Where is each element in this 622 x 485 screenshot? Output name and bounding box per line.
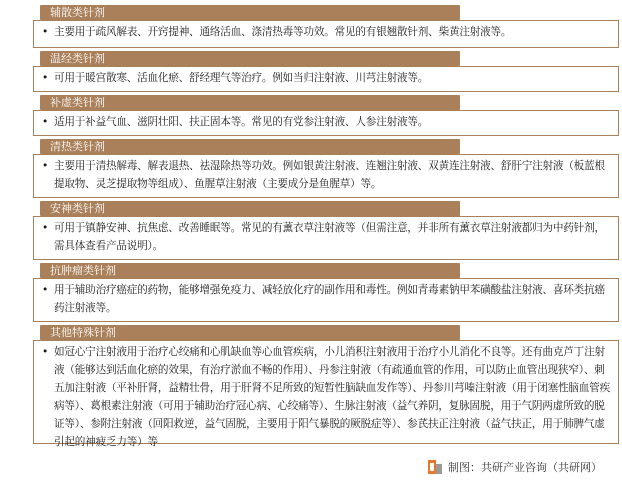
company-logo-icon	[428, 460, 442, 474]
section-title: 其他特殊针剂	[40, 325, 460, 340]
section-text: 主要用于疏风解表、开窍提神、通络活血、涤清热毒等功效。常见的有银翘散针剂、柴黄注射液等。	[54, 26, 512, 38]
section-body	[33, 278, 619, 322]
bullet-icon: •	[42, 284, 49, 296]
section-title: 温经类针剂	[40, 51, 460, 66]
section-title: 安神类针剂	[40, 201, 460, 216]
section-text: 可用于暖宫散寒、活血化瘀、舒经理气等治疗。例如当归注射液、川芎注射液等。	[54, 72, 429, 84]
source-text: 制图：共研产业咨询（共研网）	[448, 461, 602, 474]
bullet-icon: •	[42, 346, 49, 358]
bullet-icon: •	[42, 26, 49, 38]
section-title: 补虚类针剂	[40, 95, 460, 110]
section-body	[33, 20, 619, 48]
bullet-icon: •	[42, 222, 49, 234]
section-body	[33, 110, 619, 136]
bullet-icon: •	[42, 160, 49, 172]
section-text: 用于辅助治疗癌症的药物，能够增强免疫力、减轻放化疗的副作用和毒性。例如青毒素钠甲苯磺酸盐注射液、喜环类抗癌药注射液等。	[54, 284, 605, 314]
section-title: 清热类针剂	[40, 139, 460, 154]
bullet-icon: •	[42, 72, 49, 84]
section-body	[33, 66, 619, 92]
source-footer	[428, 459, 602, 475]
section-title: 抗肿瘤类针剂	[40, 263, 460, 278]
section-text: 如冠心宁注射液用于治疗心绞痛和心肌缺血等心血管疾病，小儿消积注射液用于治疗小儿消化不良等。还有曲克芦丁注射液（能够达到活血化瘀的效果，有治疗淤血不畅的作用）、丹参注射液（有疏通血管的作用，可以防止血管出现狭窄）、刺五加注射液（平补肝肾，益精壮骨，用于肝肾不足所致的短暂性脑缺血发作等）、丹参川芎嗪注射液（用于闭塞性脑血管疾病等）、葛根素注射液（可用于辅助治疗冠心病、心绞痛等）、生脉注射液（益气养阴，复脉固脱，用于气阴两虚所致的脱证等）、参附注射液（回阳救逆，益气固脱，主要用于阳气暴脱的厥脱症等）、参芪扶正注射液（益气扶正，用于肺脾气虚引起的神疲乏力等）等	[54, 346, 610, 448]
section-body	[33, 154, 619, 198]
section-body	[33, 340, 619, 448]
bullet-icon: •	[42, 116, 49, 128]
section-text: 适用于补益气血、滋阴壮阳、扶正固本等。常见的有党参注射液、人参注射液等。	[54, 116, 429, 128]
section-text: 可用于镇静安神、抗焦虑、改善睡眠等。常见的有薰衣草注射液等（但需注意，并非所有薰衣草注射液都归为中药针剂，需具体查看产品说明）。	[54, 222, 605, 252]
section-body	[33, 216, 619, 260]
section-title: 辅散类针剂	[40, 5, 460, 20]
section-text: 主要用于清热解毒、解表退热、祛湿除热等功效。例如银黄注射液、连翘注射液、双黄连注射液、舒肝宁注射液（板蓝根提取物、灵芝提取物等组成）、鱼腥草注射液（主要成分是鱼腥草）等。	[54, 160, 605, 190]
